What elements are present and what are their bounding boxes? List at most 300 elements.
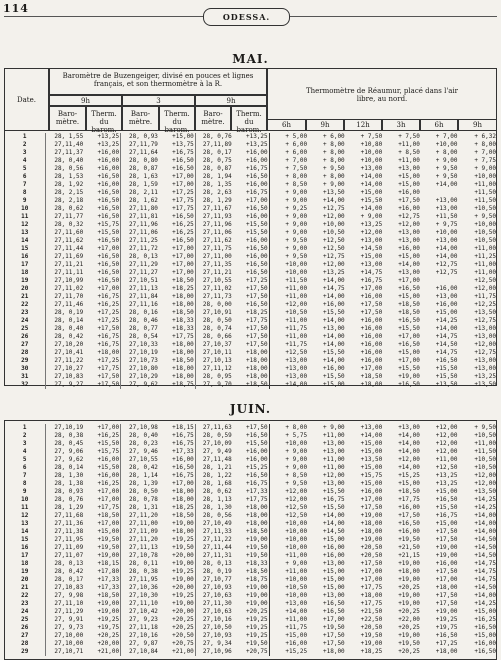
value-cell: +15,50 (323, 504, 345, 511)
mai-data-table (4, 133, 497, 389)
value-cell: 28, 0,13 (46, 560, 84, 568)
sub-header-thermometre-3: Therm. du barom. (231, 106, 267, 131)
day-cell: 21 (21, 293, 29, 300)
value-cell: +18,00 (172, 301, 194, 308)
mai-row (4, 181, 497, 189)
value-cell: +19,25 (245, 624, 268, 631)
value-cell: +12,00 (474, 472, 496, 479)
value-cell: +13,50 (323, 189, 345, 196)
value-cell: 28, 0,38 (46, 432, 84, 440)
value-cell: 27, 9,27 (46, 381, 84, 389)
value-cell: 27,10,99 (46, 277, 84, 285)
value-cell: +19,00 (398, 632, 420, 639)
value-cell: +16,00 (435, 560, 458, 567)
value-cell: +13,00 (269, 373, 308, 381)
value-cell: +16,75 (172, 472, 194, 479)
value-cell: +12,50 (435, 464, 458, 471)
value-cell: +19,00 (245, 592, 268, 599)
value-cell: +10,00 (474, 173, 496, 180)
value-cell: +15,00 (360, 253, 383, 260)
value-cell: +19,50 (245, 640, 268, 647)
value-cell: +16,00 (245, 213, 268, 220)
value-cell: +20,50 (360, 552, 383, 559)
value-cell: +14,50 (474, 552, 496, 559)
value-cell: +11,00 (269, 616, 308, 624)
value-cell: +15,50 (323, 488, 345, 495)
value-cell: +17,50 (435, 528, 458, 535)
value-cell: 28, 1,30 (195, 504, 232, 512)
day-cell: 16 (21, 253, 29, 260)
value-cell: +18,50 (172, 277, 194, 284)
value-cell: +16,00 (97, 472, 120, 479)
value-cell: +20,00 (172, 584, 194, 591)
value-cell: + 9,50 (474, 424, 496, 431)
value-cell: + 9,50 (269, 237, 308, 245)
value-cell: + 9,50 (323, 165, 345, 172)
value-cell: +13,00 (360, 424, 383, 431)
value-cell: 27, 9,46 (121, 448, 159, 456)
value-cell: +14,00 (398, 448, 420, 455)
value-cell: 27,11,93 (195, 213, 232, 221)
value-cell: 27,10,13 (195, 357, 232, 365)
value-cell: +15,00 (323, 536, 345, 543)
value-cell: 27,11,75 (195, 245, 232, 253)
value-cell: 27,10,37 (195, 341, 232, 349)
value-cell: +16,00 (435, 285, 458, 292)
day-cell: 16 (21, 544, 29, 551)
value-cell: +19,50 (245, 544, 268, 551)
value-cell: 27, 9,87 (121, 640, 159, 648)
value-cell: 27,11,00 (121, 520, 159, 528)
value-cell: +13,25 (435, 472, 458, 479)
value-cell: +14,50 (360, 245, 383, 252)
value-cell: +10,00 (323, 221, 345, 228)
value-cell: 28, 0,46 (121, 317, 159, 325)
value-cell: +19,00 (398, 373, 420, 380)
value-cell: +14,00 (323, 357, 345, 364)
day-cell: 26 (21, 333, 29, 340)
juin-row (4, 624, 497, 632)
sub-header-barometre-1: Baro-mètre. (49, 106, 86, 131)
value-cell: + 7,50 (398, 133, 420, 140)
value-cell: 27,10,00 (46, 632, 84, 640)
value-cell: +16,75 (360, 277, 383, 284)
value-cell: + 9,00 (323, 424, 345, 431)
value-cell: +12,00 (435, 424, 458, 431)
value-cell: +15,00 (435, 309, 458, 316)
value-cell: 28, 0,16 (121, 309, 159, 317)
value-cell: 27,11,13 (121, 544, 159, 552)
value-cell: +13,00 (435, 197, 458, 204)
value-cell: +17,75 (398, 496, 420, 503)
value-cell: +12,00 (360, 229, 383, 236)
value-cell: +19,25 (435, 616, 458, 623)
value-cell: 28, 1,55 (46, 133, 84, 141)
value-cell: +14,00 (360, 205, 383, 212)
value-cell: +16,00 (398, 189, 420, 196)
value-cell: + 9,00 (435, 157, 458, 164)
value-cell: +13,50 (360, 456, 383, 463)
value-cell: 27,11,12 (195, 365, 232, 373)
value-cell: +13,25 (245, 133, 268, 140)
juin-row (4, 424, 497, 432)
value-cell: 27,11,89 (195, 141, 232, 149)
value-cell: 28, 0,77 (121, 325, 159, 333)
day-cell: 19 (21, 568, 29, 575)
sub-header-thermometre-2: Therm. du barom. (159, 106, 195, 131)
value-cell: +19,00 (97, 600, 120, 607)
value-cell: +14,50 (474, 544, 496, 551)
value-cell: 27,10,16 (121, 632, 159, 640)
value-cell: 28, 0,14 (46, 464, 84, 472)
value-cell: 27, 9,23 (121, 616, 159, 624)
value-cell: 27,11,63 (195, 424, 232, 432)
value-cell: +17,50 (245, 333, 268, 340)
value-cell: 27,10,73 (121, 357, 159, 365)
value-cell: +19,00 (360, 512, 383, 519)
value-cell: 28, 1,14 (121, 472, 159, 480)
value-cell: + 9,00 (269, 229, 308, 237)
value-cell: +19,00 (435, 552, 458, 559)
value-cell: +14,75 (435, 333, 458, 340)
value-cell: 27,10,11 (195, 349, 232, 357)
value-cell: 27,10,33 (121, 341, 159, 349)
value-cell: 28, 0,38 (121, 568, 159, 576)
value-cell: +22,50 (360, 616, 383, 623)
juin-row (4, 456, 497, 464)
value-cell: +15,50 (245, 221, 268, 228)
value-cell: +16,25 (97, 480, 120, 487)
value-cell: +19,00 (245, 536, 268, 543)
value-cell: 27, 9,62 (121, 381, 159, 389)
value-cell: +11,00 (269, 317, 308, 325)
value-cell: +11,50 (474, 448, 496, 455)
value-cell: +15,50 (323, 373, 345, 380)
value-cell: +11,75 (269, 341, 308, 349)
value-cell: +10,00 (269, 544, 308, 552)
day-cell: 19 (21, 277, 29, 284)
value-cell: 27,10,09 (195, 440, 232, 448)
value-cell: + 9,50 (435, 173, 458, 180)
value-cell: +12,00 (323, 261, 345, 268)
value-cell: +19,25 (245, 616, 268, 623)
day-cell: 6 (22, 464, 27, 471)
value-cell: 28, 0,74 (195, 325, 232, 333)
value-cell: +17,50 (360, 560, 383, 567)
value-cell: 27,11,29 (46, 608, 84, 616)
value-cell: + 9,00 (269, 213, 308, 221)
value-cell: +16,75 (172, 149, 194, 156)
value-cell: 27,10,16 (195, 616, 232, 624)
day-cell: 23 (21, 600, 29, 607)
value-cell: +21,00 (97, 648, 120, 655)
value-cell: 27,10,77 (195, 576, 232, 584)
value-cell: 27,11,44 (46, 245, 84, 253)
value-cell: +20,00 (97, 640, 120, 647)
value-cell: +18,00 (172, 488, 194, 495)
value-cell: + 6,00 (269, 141, 308, 149)
value-cell: +16,50 (435, 357, 458, 364)
value-cell: +17,50 (435, 592, 458, 599)
value-cell: +19,50 (172, 544, 194, 551)
value-cell: 27,11,21 (46, 261, 84, 269)
value-cell: +12,00 (269, 496, 308, 504)
time-header-3: 9h (195, 95, 267, 106)
value-cell: +19,00 (360, 640, 383, 647)
value-cell: +16,25 (97, 432, 120, 439)
value-cell: 28, 1,92 (46, 181, 84, 189)
value-cell: +12,00 (323, 213, 345, 220)
value-cell: 27,10,49 (195, 520, 232, 528)
value-cell: +16,00 (245, 456, 268, 463)
value-cell: +18,50 (172, 309, 194, 316)
value-cell: 27,11,69 (46, 253, 84, 261)
value-cell: +18,00 (398, 568, 420, 575)
value-cell: +18,00 (172, 528, 194, 535)
value-cell: +17,00 (323, 616, 345, 623)
value-cell: +12,00 (398, 221, 420, 228)
value-cell: +19,25 (172, 568, 194, 575)
day-cell: 5 (22, 165, 27, 172)
value-cell: +19,50 (245, 552, 268, 559)
mai-row (4, 373, 497, 381)
value-cell: +16,50 (435, 632, 458, 639)
value-cell: +11,00 (323, 464, 345, 471)
value-cell: +15,50 (398, 325, 420, 332)
value-cell: +15,50 (97, 229, 120, 236)
value-cell: +12,75 (323, 253, 345, 260)
value-cell: +14,00 (398, 440, 420, 447)
value-cell: + 8,00 (323, 149, 345, 156)
value-cell: +16,50 (172, 237, 194, 244)
value-cell: +19,00 (398, 600, 420, 607)
value-cell: +13,00 (435, 237, 458, 244)
value-cell: 28, 1,63 (121, 173, 159, 181)
juin-title: JUIN. (229, 402, 272, 416)
value-cell: +17,33 (97, 584, 120, 591)
value-cell: +15,00 (398, 293, 420, 300)
value-cell: +15,50 (360, 197, 383, 204)
value-cell: +16,00 (360, 325, 383, 332)
value-cell: +15,00 (323, 381, 345, 388)
value-cell: +16,50 (245, 269, 268, 276)
value-cell: +13,00 (269, 600, 308, 608)
value-cell: +11,50 (474, 189, 496, 196)
value-cell: +16,75 (97, 333, 120, 340)
value-cell: 27, 9,70 (195, 381, 232, 389)
value-cell: 27,10,63 (195, 608, 232, 616)
value-cell: +20,75 (245, 648, 268, 655)
value-cell: +17,00 (360, 496, 383, 503)
value-cell: +17,25 (245, 277, 268, 284)
value-cell: +10,50 (323, 229, 345, 236)
value-cell: +17,75 (97, 504, 120, 511)
value-cell: + 8,00 (474, 141, 496, 148)
time-header-2: 3 (122, 95, 195, 106)
value-cell: +18,00 (360, 520, 383, 527)
value-cell: +13,25 (474, 373, 496, 380)
day-cell: 32 (21, 381, 29, 388)
value-cell: +16,50 (97, 173, 120, 180)
mai-row (4, 309, 497, 317)
value-cell: +20,25 (398, 648, 420, 655)
value-cell: +18,15 (97, 560, 120, 567)
value-cell: +18,50 (398, 309, 420, 316)
value-cell: 27, 9,98 (46, 592, 84, 600)
value-cell: + 9,75 (435, 221, 458, 228)
value-cell: + 8,00 (323, 157, 345, 164)
value-cell: +13,00 (323, 560, 345, 567)
value-cell: +17,00 (97, 520, 120, 527)
value-cell: +18,00 (245, 365, 268, 372)
value-cell: +13,00 (435, 205, 458, 212)
day-cell: 4 (22, 448, 27, 455)
value-cell: +18,00 (245, 373, 268, 380)
value-cell: +19,00 (398, 560, 420, 567)
value-cell: +18,00 (172, 349, 194, 356)
value-cell (421, 189, 459, 197)
value-cell: + 8,00 (435, 149, 458, 156)
value-cell: +19,75 (97, 624, 120, 631)
value-cell: 27,11,44 (195, 544, 232, 552)
value-cell: +16,50 (245, 472, 268, 479)
value-cell: + 8,50 (269, 472, 308, 480)
value-cell: 28, 0,17 (195, 149, 232, 157)
value-cell: +19,25 (172, 592, 194, 599)
day-cell: 22 (21, 592, 29, 599)
day-cell: 1 (22, 424, 27, 431)
time-header-1: 9h (49, 95, 122, 106)
value-cell: +15,00 (360, 440, 383, 447)
time2-header-3: 12h (344, 119, 382, 131)
value-cell: + 6,00 (323, 133, 345, 140)
value-cell: +15,00 (360, 448, 383, 455)
value-cell: +14,50 (435, 341, 458, 348)
value-cell: +16,00 (97, 165, 120, 172)
value-cell: +13,00 (269, 357, 308, 365)
value-cell: 27,10,71 (46, 648, 84, 656)
value-cell: 28, 2,18 (46, 197, 84, 205)
mai-row (4, 261, 497, 269)
value-cell: +14,00 (323, 520, 345, 527)
value-cell: +17,50 (360, 309, 383, 316)
value-cell: +17,75 (360, 600, 383, 607)
value-cell: +18,00 (360, 592, 383, 599)
value-cell: +12,50 (474, 277, 496, 284)
value-cell: +16,25 (474, 616, 496, 623)
value-cell: +10,00 (269, 269, 308, 277)
value-cell: +18,75 (245, 576, 268, 583)
value-cell: + 6,00 (269, 149, 308, 157)
value-cell: + 9,50 (269, 253, 308, 261)
value-cell: +13,00 (398, 165, 420, 172)
day-cell: 12 (21, 221, 29, 228)
time2-header-1: 6h (267, 119, 306, 131)
value-cell: + 7,00 (269, 157, 308, 165)
juin-row (4, 632, 497, 640)
value-cell: + 9,00 (269, 221, 308, 229)
value-cell: +19,00 (435, 608, 458, 615)
value-cell: 27,11,96 (121, 221, 159, 229)
juin-row (4, 560, 497, 568)
value-cell: +13,00 (269, 365, 308, 373)
value-cell: +15,50 (435, 373, 458, 380)
value-cell: +13,00 (323, 440, 345, 447)
value-cell: +17,75 (245, 496, 268, 503)
value-cell: +13,00 (398, 229, 420, 236)
value-cell: + 9,50 (435, 165, 458, 172)
value-cell: +17,00 (398, 333, 420, 340)
value-cell: +15,50 (97, 464, 120, 471)
value-cell: +17,50 (360, 301, 383, 308)
value-cell: +22,00 (398, 616, 420, 623)
value-cell: +11,00 (269, 552, 308, 560)
value-cell: +14,00 (435, 181, 458, 188)
value-cell: + 8,50 (269, 181, 308, 189)
value-cell: 27,11,67 (195, 205, 232, 213)
day-cell: 3 (22, 440, 27, 447)
value-cell: +19,00 (360, 536, 383, 543)
day-cell: 20 (21, 285, 29, 292)
value-cell: +18,75 (172, 381, 194, 388)
value-cell: 27,10,30 (121, 592, 159, 600)
value-cell: +17,00 (435, 576, 458, 583)
value-cell: +19,50 (398, 640, 420, 647)
value-cell: 28, 0,40 (46, 325, 84, 333)
value-cell: +10,00 (435, 141, 458, 148)
day-cell: 2 (22, 432, 27, 439)
value-cell: 27,11,62 (195, 237, 232, 245)
value-cell: +13,00 (323, 325, 345, 332)
value-cell: +19,00 (245, 584, 268, 591)
value-cell: +20,00 (172, 552, 194, 559)
value-cell: +10,00 (269, 576, 308, 584)
value-cell: +13,50 (474, 309, 496, 316)
value-cell: +12,25 (474, 301, 496, 308)
value-cell: 28, 2,15 (46, 189, 84, 197)
value-cell: +16,00 (398, 205, 420, 212)
value-cell: +11,00 (323, 432, 345, 439)
value-cell: 27, 9,06 (46, 448, 84, 456)
value-cell: +17,75 (172, 333, 194, 340)
value-cell: 28, 1,94 (195, 173, 232, 181)
value-cell: +18,00 (245, 349, 268, 356)
mai-row (4, 173, 497, 181)
mai-row (4, 333, 497, 341)
value-cell: +11,00 (269, 333, 308, 341)
value-cell: +16,75 (245, 189, 268, 196)
value-cell: 27,11,06 (195, 229, 232, 237)
value-cell: +10,50 (474, 456, 496, 463)
value-cell: 27,10,93 (195, 632, 232, 640)
value-cell: +17,33 (245, 488, 268, 495)
value-cell: 27,10,55 (121, 456, 159, 464)
value-cell: +17,00 (172, 173, 194, 180)
value-cell: 28, 0,59 (195, 432, 232, 440)
day-cell: 29 (21, 357, 29, 364)
value-cell: +10,50 (269, 584, 308, 592)
value-cell: +17,00 (172, 480, 194, 487)
value-cell: +20,25 (172, 616, 194, 623)
juin-row (4, 440, 497, 448)
juin-row (4, 480, 497, 488)
value-cell: +16,00 (360, 333, 383, 340)
value-cell: +14,00 (360, 432, 383, 439)
value-cell: + 8,00 (323, 141, 345, 148)
value-cell: +17,00 (172, 261, 194, 268)
value-cell: +12,75 (435, 261, 458, 268)
value-cell: +17,50 (97, 325, 120, 332)
